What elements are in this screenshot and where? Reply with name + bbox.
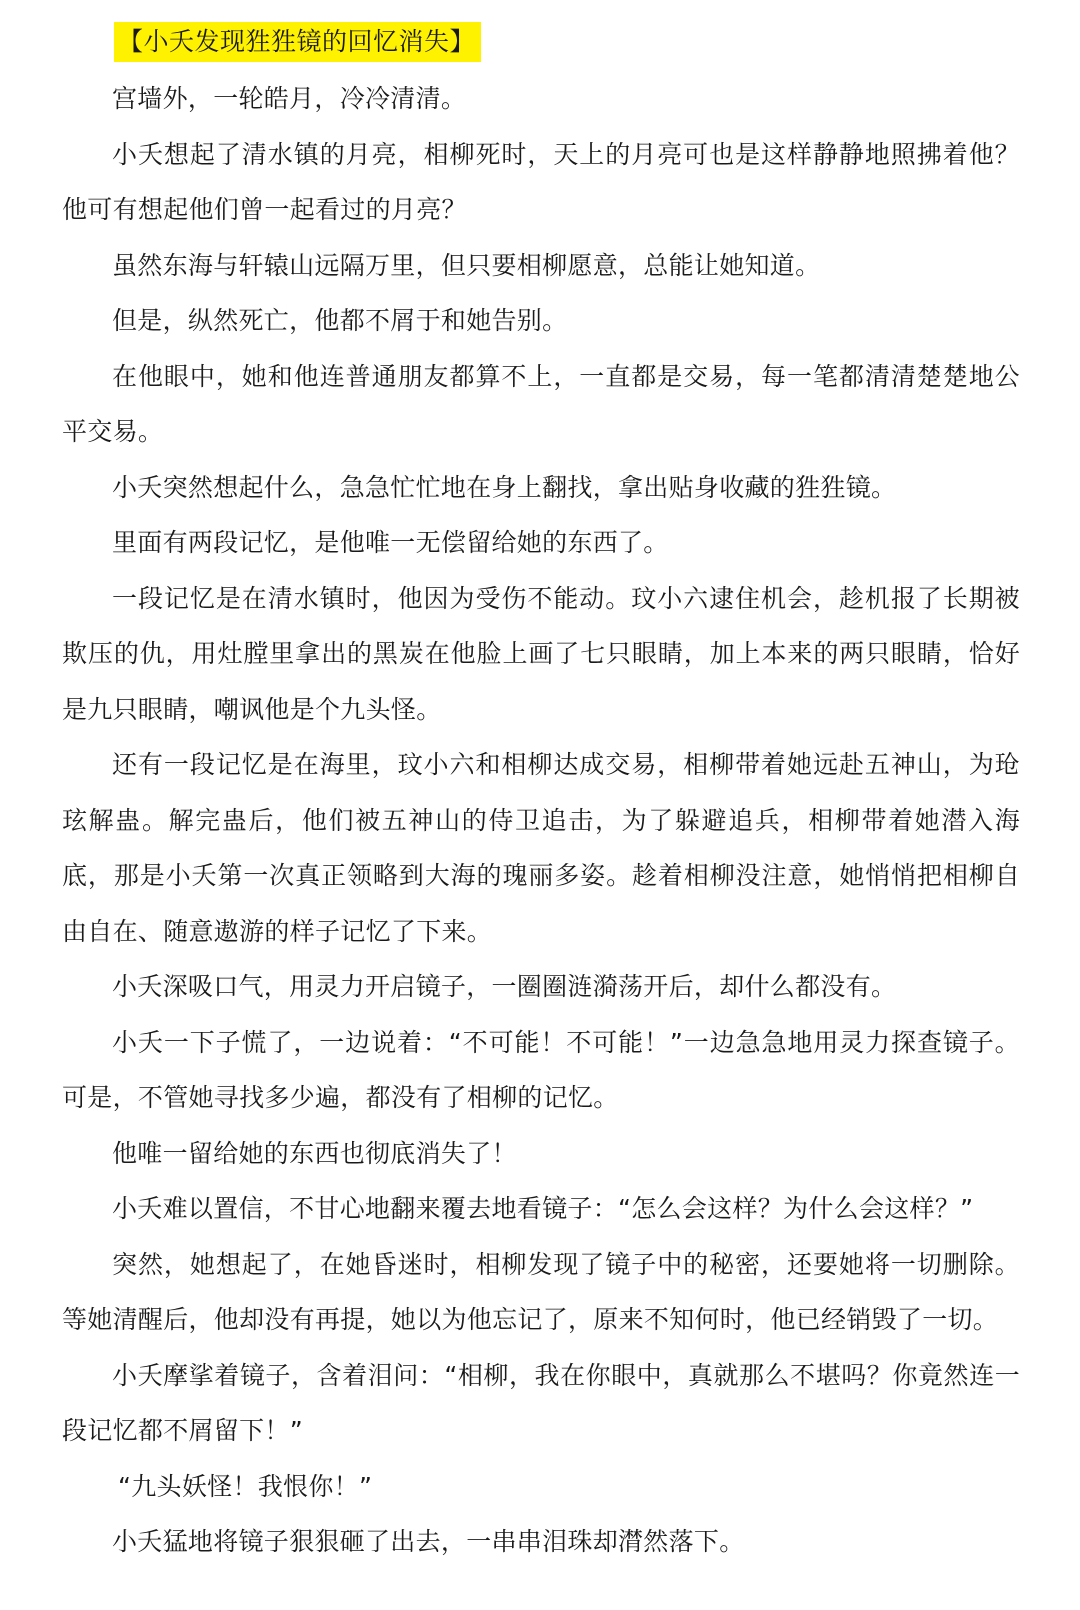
paragraph: 小夭摩挲着镜子，含着泪问：“相柳，我在你眼中，真就那么不堪吗？你竟然连一段记忆都不屑留下！” (62, 1360, 1020, 1445)
paragraph: 但是，纵然死亡，他都不屑于和她告别。 (112, 306, 568, 335)
paragraph: 突然，她想起了，在她昏迷时，相柳发现了镜子中的秘密，还要她将一切删除。等她清醒后，他却没有再提，她以为他忘记了，原来不知何时，他已经销毁了一切。 (62, 1249, 1020, 1334)
paragraph: 小夭一下子慌了，一边说着：“不可能！不可能！”一边急急地用灵力探查镜子。可是，不管她寻找多少遍，都没有了相柳的记忆。 (62, 1027, 1020, 1112)
body-text (62, 71, 1020, 1570)
paragraph: 在他眼中，她和他连普通朋友都算不上，一直都是交易，每一笔都清清楚楚地公平交易。 (62, 361, 1020, 446)
paragraph: 他唯一留给她的东西也彻底消失了！ (112, 1138, 517, 1168)
paragraph: 小夭想起了清水镇的月亮，相柳死时，天上的月亮可也是这样静静地照拂着他？他可有想起他们曾一起看过的月亮？ (62, 139, 1020, 224)
paragraph: 还有一段记忆是在海里，玟小六和相柳达成交易，相柳带着她远赴五神山，为玱玹解蛊。解完蛊后，他们被五神山的侍卫追击，为了躲避追兵，相柳带着她潜入海底，那是小夭第一次真正领略到大海的瑰丽多姿。趁着相柳没注意，她悄悄把相柳自由自在、随意遨游的样子记忆了下来。 (62, 750, 1020, 946)
paragraph: 小夭猛地将镜子狠狠砸了出去，一串串泪珠却潸然落下。 (112, 1527, 745, 1556)
paragraph: 小夭深吸口气，用灵力开启镜子，一圈圈涟漪荡开后，却什么都没有。 (112, 972, 897, 1001)
paragraph: 里面有两段记忆，是他唯一无偿留给她的东西了。 (112, 528, 669, 557)
paragraph: 小夭突然想起什么，急急忙忙地在身上翻找，拿出贴身收藏的狌狌镜。 (112, 472, 897, 502)
paragraph: 一段记忆是在清水镇时，他因为受伤不能动。玟小六逮住机会，趁机报了长期被欺压的仇，用灶膛里拿出的黑炭在他脸上画了七只眼睛，加上本来的两只眼睛，恰好是九只眼睛，嘲讽他是个九头怪。 (62, 583, 1020, 724)
paragraph: “九头妖怪！我恨你！” (118, 1471, 373, 1501)
paragraph: 虽然东海与轩辕山远隔万里，但只要相柳愿意，总能让她知道。 (112, 250, 821, 280)
paragraph: 小夭难以置信，不甘心地翻来覆去地看镜子：“怎么会这样？为什么会这样？” (112, 1194, 974, 1223)
paragraph: 宫墙外，一轮皓月，冷冷清清。 (112, 84, 467, 113)
chapter-title: 【小夭发现狌狌镜的回忆消失】 (114, 22, 481, 62)
